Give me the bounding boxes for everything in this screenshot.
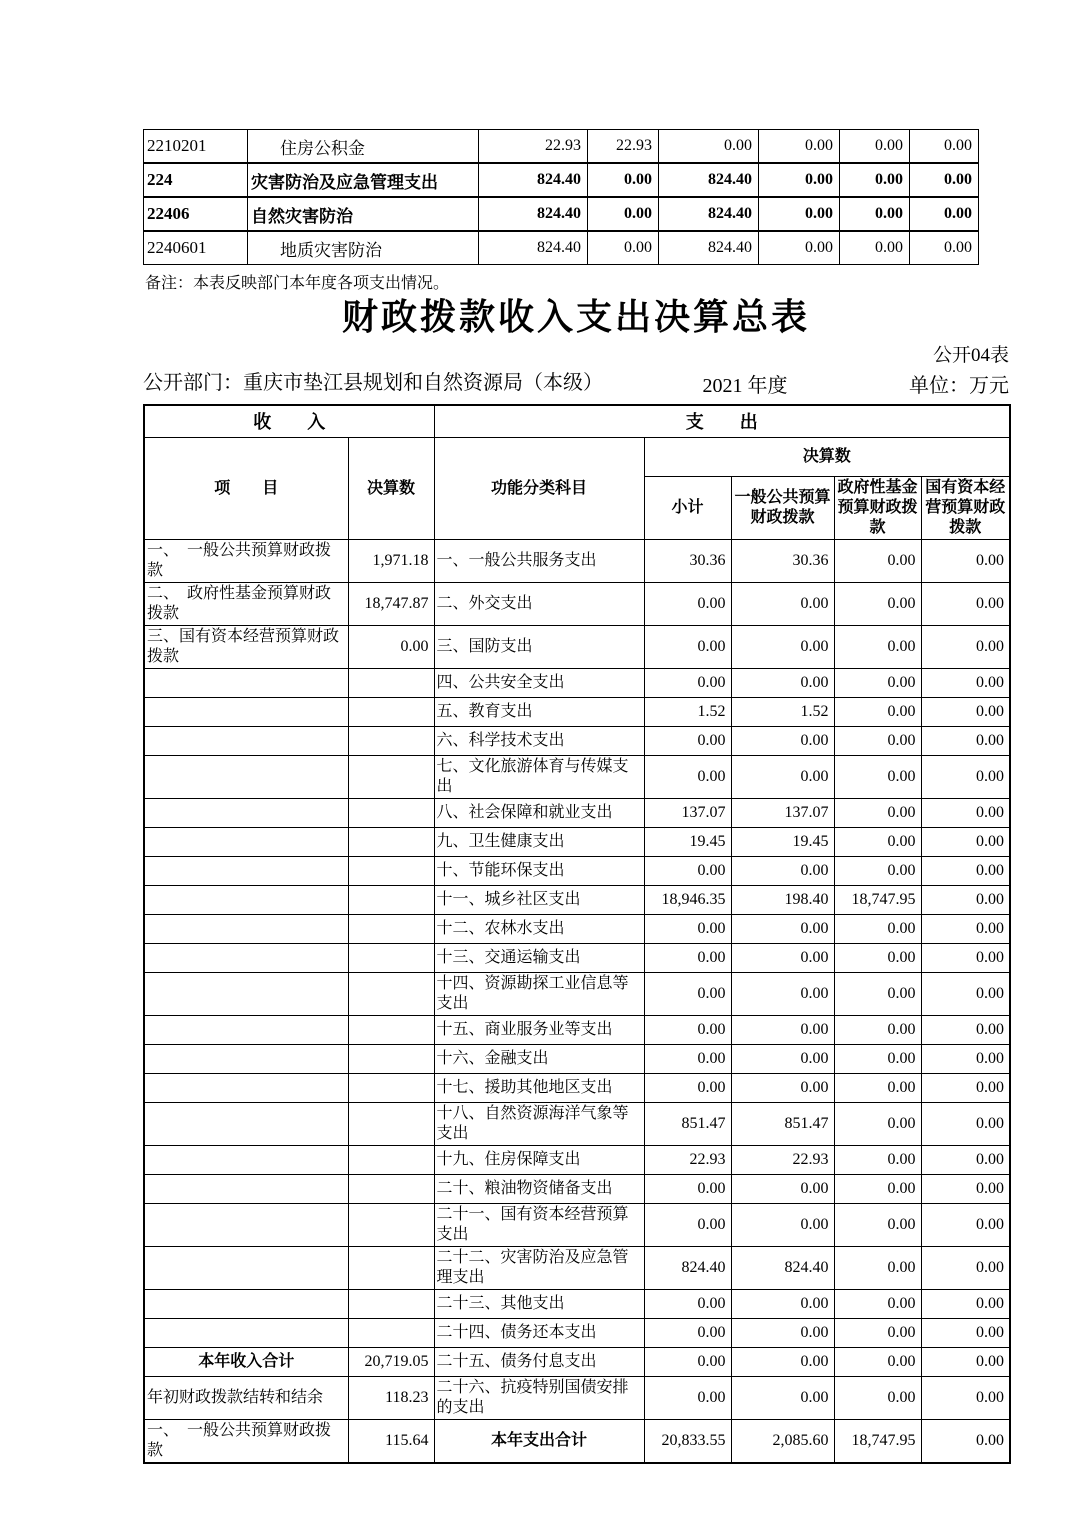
expenditure-amount-cell: 0.00: [644, 727, 731, 756]
expenditure-amount-cell: 0.00: [834, 1348, 921, 1377]
expenditure-amount-cell: 0.00: [921, 669, 1010, 698]
income-item-cell: [144, 1247, 348, 1290]
income-section-header: 收 入: [144, 405, 434, 438]
income-item-cell: [144, 727, 348, 756]
expenditure-amount-cell: 0.00: [834, 626, 921, 669]
fiscal-year-label: 2021 年度: [702, 374, 788, 397]
income-item-cell: [144, 1290, 348, 1319]
amount-cell: 0.00: [759, 231, 840, 265]
expenditure-item-cell: 十一、城乡社区支出: [434, 886, 644, 915]
general-budget-column-header: 一般公共预算财政拨款: [731, 477, 834, 540]
budget-table-row: [144, 1045, 1010, 1074]
expenditure-amount-cell: 0.00: [921, 1016, 1010, 1045]
expenditure-amount-cell: 0.00: [921, 1175, 1010, 1204]
expenditure-section-header: 支 出: [434, 405, 1010, 438]
expenditure-amount-cell: 0.00: [834, 583, 921, 626]
budget-table-row: [144, 727, 1010, 756]
expenditure-amount-cell: 824.40: [644, 1247, 731, 1290]
budget-table-body: [144, 540, 1010, 1464]
expenditure-amount-cell: 0.00: [644, 944, 731, 973]
income-amount-cell: 18,747.87: [348, 583, 434, 626]
amount-cell: 0.00: [910, 231, 979, 265]
income-item-cell: [144, 1204, 348, 1247]
amount-cell: 0.00: [759, 130, 840, 164]
expenditure-amount-cell: 0.00: [921, 886, 1010, 915]
subject-name-cell: 自然灾害防治: [248, 197, 479, 231]
budget-table-row: [144, 799, 1010, 828]
income-amount-cell: [348, 1319, 434, 1348]
income-item-cell: 一、 一般公共预算财政拨款: [144, 1420, 348, 1464]
income-item-cell: [144, 857, 348, 886]
expenditure-amount-cell: 0.00: [731, 583, 834, 626]
expenditure-amount-cell: 0.00: [921, 1290, 1010, 1319]
expenditure-item-cell: 五、教育支出: [434, 698, 644, 727]
expenditure-amount-cell: 0.00: [921, 1348, 1010, 1377]
expenditure-amount-cell: 0.00: [731, 1016, 834, 1045]
expenditure-amount-cell: 22.93: [644, 1146, 731, 1175]
expenditure-item-cell: 二十二、灾害防治及应急管理支出: [434, 1247, 644, 1290]
expenditure-amount-cell: 0.00: [644, 1175, 731, 1204]
budget-table-row: [144, 1420, 1010, 1464]
amount-cell: 824.40: [659, 231, 759, 265]
expenditure-amount-cell: 0.00: [731, 973, 834, 1016]
income-item-cell: [144, 1045, 348, 1074]
income-amount-cell: [348, 886, 434, 915]
budget-table-row: [144, 944, 1010, 973]
expenditure-amount-cell: 0.00: [921, 1319, 1010, 1348]
income-amount-cell: [348, 973, 434, 1016]
income-item-cell: [144, 1175, 348, 1204]
expenditure-amount-cell: 0.00: [834, 915, 921, 944]
item-column-header: 项 目: [144, 438, 348, 540]
expenditure-amount-cell: 0.00: [834, 698, 921, 727]
expenditure-amount-cell: 0.00: [921, 1377, 1010, 1420]
expenditure-amount-cell: 0.00: [644, 973, 731, 1016]
expenditure-amount-cell: 0.00: [834, 1016, 921, 1045]
expenditure-amount-cell: 0.00: [834, 1247, 921, 1290]
amount-cell: 824.40: [659, 197, 759, 231]
expenditure-amount-cell: 0.00: [834, 944, 921, 973]
amount-cell: 0.00: [659, 130, 759, 164]
expenditure-amount-cell: 22.93: [731, 1146, 834, 1175]
amount-cell: 0.00: [840, 197, 910, 231]
expenditure-amount-cell: 0.00: [834, 1074, 921, 1103]
expenditure-amount-cell: 0.00: [644, 1204, 731, 1247]
expenditure-amount-cell: 851.47: [644, 1103, 731, 1146]
expenditure-amount-cell: 0.00: [731, 727, 834, 756]
income-amount-cell: [348, 857, 434, 886]
expenditure-amount-cell: 198.40: [731, 886, 834, 915]
expenditure-amount-cell: 0.00: [834, 828, 921, 857]
income-item-cell: [144, 1016, 348, 1045]
meta-row: [143, 368, 1009, 398]
expenditure-amount-cell: 0.00: [834, 857, 921, 886]
expenditure-item-cell: 十四、资源勘探工业信息等支出: [434, 973, 644, 1016]
income-item-cell: [144, 944, 348, 973]
income-item-cell: [144, 799, 348, 828]
income-amount-cell: [348, 669, 434, 698]
income-item-cell: [144, 1074, 348, 1103]
department-label: 公开部门：重庆市垫江县规划和自然资源局（本级）: [143, 372, 603, 394]
income-item-cell: [144, 1103, 348, 1146]
expenditure-item-cell: 二十五、债务付息支出: [434, 1348, 644, 1377]
income-item-cell: 一、 一般公共预算财政拨款: [144, 540, 348, 583]
expenditure-item-cell: 十八、自然资源海洋气象等支出: [434, 1103, 644, 1146]
expenditure-amount-cell: 0.00: [921, 698, 1010, 727]
income-item-cell: [144, 886, 348, 915]
expenditure-amount-cell: 0.00: [644, 1290, 731, 1319]
expenditure-amount-cell: 0.00: [921, 1045, 1010, 1074]
expenditure-item-cell: 本年支出合计: [434, 1420, 644, 1464]
expenditure-amount-cell: 0.00: [834, 1319, 921, 1348]
budget-table-row: [144, 1377, 1010, 1420]
budget-table-row: [144, 915, 1010, 944]
subject-code-cell: 2210201: [144, 130, 248, 164]
expenditure-amount-cell: 0.00: [731, 1045, 834, 1074]
state-capital-column-header: 国有资本经营预算财政拨款: [921, 477, 1010, 540]
amount-cell: 0.00: [588, 231, 659, 265]
summary-table-body: [144, 130, 979, 265]
expenditure-item-cell: 六、科学技术支出: [434, 727, 644, 756]
income-amount-cell: [348, 1016, 434, 1045]
income-amount-cell: [348, 727, 434, 756]
budget-table-row: [144, 1103, 1010, 1146]
summary-table-row: [144, 197, 979, 231]
budget-table-row: [144, 626, 1010, 669]
expenditure-item-cell: 一、一般公共服务支出: [434, 540, 644, 583]
expenditure-amount-cell: 0.00: [731, 1290, 834, 1319]
amount-cell: 0.00: [759, 163, 840, 197]
page-content: [143, 129, 1009, 1464]
expenditure-item-cell: 二十六、抗疫特别国债安排的支出: [434, 1377, 644, 1420]
expenditure-amount-cell: 0.00: [834, 799, 921, 828]
expenditure-amount-cell: 851.47: [731, 1103, 834, 1146]
expenditure-item-cell: 十二、农林水支出: [434, 915, 644, 944]
amount-cell: 0.00: [759, 197, 840, 231]
income-item-cell: [144, 915, 348, 944]
income-amount-cell: 0.00: [348, 626, 434, 669]
expenditure-amount-cell: 0.00: [644, 669, 731, 698]
unit-label: 单位：万元: [909, 374, 1009, 397]
expenditure-amount-cell: 0.00: [834, 1290, 921, 1319]
summary-table-row: [144, 231, 979, 265]
income-item-cell: [144, 828, 348, 857]
amount-cell: 0.00: [910, 163, 979, 197]
expenditure-item-cell: 十五、商业服务业等支出: [434, 1016, 644, 1045]
expenditure-amount-cell: 0.00: [834, 1146, 921, 1175]
expenditure-amount-cell: 0.00: [921, 756, 1010, 799]
expenditure-amount-cell: 137.07: [644, 799, 731, 828]
income-amount-cell: [348, 799, 434, 828]
budget-table-row: [144, 1204, 1010, 1247]
budget-table-row: [144, 583, 1010, 626]
expenditure-amount-cell: 0.00: [834, 1204, 921, 1247]
expenditure-amount-cell: 0.00: [644, 583, 731, 626]
income-item-cell: [144, 1146, 348, 1175]
expenditure-amount-cell: 0.00: [921, 583, 1010, 626]
amount-cell: 824.40: [659, 163, 759, 197]
income-amount-cell: [348, 1204, 434, 1247]
budget-table-row: [144, 540, 1010, 583]
income-item-cell: 本年收入合计: [144, 1348, 348, 1377]
income-amount-cell: [348, 1103, 434, 1146]
expenditure-amount-cell: 0.00: [731, 1175, 834, 1204]
amount-cell: 0.00: [840, 231, 910, 265]
expenditure-amount-cell: 824.40: [731, 1247, 834, 1290]
budget-table-row: [144, 1146, 1010, 1175]
expenditure-item-cell: 三、国防支出: [434, 626, 644, 669]
remark-note: 备注：本表反映部门本年度各项支出情况。: [145, 275, 450, 292]
income-item-cell: [144, 1319, 348, 1348]
expenditure-amount-cell: 0.00: [834, 756, 921, 799]
summary-table-row: [144, 130, 979, 164]
expenditure-amount-cell: 0.00: [644, 1016, 731, 1045]
expenditure-amount-cell: 18,946.35: [644, 886, 731, 915]
subtotal-column-header: 小计: [644, 477, 731, 540]
gov-fund-column-header: 政府性基金预算财政拨款: [834, 477, 921, 540]
expenditure-amount-cell: 30.36: [731, 540, 834, 583]
expenditure-amount-cell: 2,085.60: [731, 1420, 834, 1464]
expenditure-item-cell: 二十一、国有资本经营预算支出: [434, 1204, 644, 1247]
income-amount-cell: [348, 698, 434, 727]
expenditure-amount-cell: 0.00: [731, 1348, 834, 1377]
expenditure-amount-cell: 0.00: [731, 1204, 834, 1247]
expenditure-amount-cell: 0.00: [731, 1074, 834, 1103]
expenditure-amount-cell: 18,747.95: [834, 886, 921, 915]
budget-table-row: [144, 828, 1010, 857]
expenditure-amount-cell: 0.00: [834, 727, 921, 756]
budget-table-row: [144, 1319, 1010, 1348]
income-final-column-header: 决算数: [348, 438, 434, 540]
expenditure-amount-cell: 30.36: [644, 540, 731, 583]
income-amount-cell: [348, 1175, 434, 1204]
income-amount-cell: [348, 828, 434, 857]
expenditure-item-cell: 十七、援助其他地区支出: [434, 1074, 644, 1103]
expenditure-amount-cell: 0.00: [731, 669, 834, 698]
expenditure-amount-cell: 0.00: [834, 1045, 921, 1074]
income-item-cell: [144, 669, 348, 698]
expenditure-amount-cell: 0.00: [921, 857, 1010, 886]
income-amount-cell: 118.23: [348, 1377, 434, 1420]
economic-classification-table: [143, 129, 979, 265]
expenditure-amount-cell: 0.00: [921, 1247, 1010, 1290]
expenditure-item-cell: 二、外交支出: [434, 583, 644, 626]
expenditure-amount-cell: 0.00: [644, 857, 731, 886]
income-amount-cell: [348, 1290, 434, 1319]
expenditure-amount-cell: 0.00: [834, 1103, 921, 1146]
expenditure-item-cell: 四、公共安全支出: [434, 669, 644, 698]
expenditure-amount-cell: 20,833.55: [644, 1420, 731, 1464]
expenditure-amount-cell: 0.00: [644, 1377, 731, 1420]
expenditure-amount-cell: 0.00: [644, 915, 731, 944]
expenditure-item-cell: 十九、住房保障支出: [434, 1146, 644, 1175]
table-number: 公开04表: [932, 345, 1009, 366]
expenditure-amount-cell: 0.00: [731, 756, 834, 799]
expenditure-item-cell: 八、社会保障和就业支出: [434, 799, 644, 828]
expenditure-amount-cell: 0.00: [644, 1045, 731, 1074]
page-title: 财政拨款收入支出决算总表: [341, 296, 810, 337]
budget-table-row: [144, 1175, 1010, 1204]
expenditure-amount-cell: 0.00: [921, 828, 1010, 857]
income-item-cell: 二、 政府性基金预算财政拨款: [144, 583, 348, 626]
income-amount-cell: 115.64: [348, 1420, 434, 1464]
expenditure-amount-cell: 0.00: [644, 1319, 731, 1348]
expenditure-amount-cell: 0.00: [921, 1420, 1010, 1464]
expenditure-item-cell: 九、卫生健康支出: [434, 828, 644, 857]
expenditure-amount-cell: 0.00: [921, 1204, 1010, 1247]
summary-table-row: [144, 163, 979, 197]
income-amount-cell: [348, 1045, 434, 1074]
subject-name-cell: 地质灾害防治: [248, 231, 479, 265]
expenditure-amount-cell: 0.00: [834, 540, 921, 583]
budget-summary-table: [143, 404, 1011, 1464]
income-item-cell: 年初财政拨款结转和结余: [144, 1377, 348, 1420]
expenditure-amount-cell: 0.00: [731, 626, 834, 669]
expenditure-amount-cell: 18,747.95: [834, 1420, 921, 1464]
expenditure-item-cell: 十、节能环保支出: [434, 857, 644, 886]
expenditure-item-cell: 十三、交通运输支出: [434, 944, 644, 973]
income-amount-cell: [348, 1146, 434, 1175]
expenditure-amount-cell: 0.00: [834, 669, 921, 698]
expenditure-item-cell: 二十、粮油物资储备支出: [434, 1175, 644, 1204]
budget-table-row: [144, 886, 1010, 915]
budget-table-row: [144, 756, 1010, 799]
expenditure-amount-cell: 0.00: [921, 944, 1010, 973]
budget-table-row: [144, 1290, 1010, 1319]
subject-code-cell: 224: [144, 163, 248, 197]
expenditure-amount-cell: 0.00: [834, 1175, 921, 1204]
expenditure-amount-cell: 0.00: [644, 626, 731, 669]
expenditure-amount-cell: 0.00: [731, 857, 834, 886]
expenditure-item-cell: 七、文化旅游体育与传媒支出: [434, 756, 644, 799]
income-amount-cell: [348, 1074, 434, 1103]
amount-cell: 0.00: [588, 197, 659, 231]
expenditure-amount-cell: 0.00: [921, 799, 1010, 828]
expenditure-amount-cell: 0.00: [834, 1377, 921, 1420]
subject-code-cell: 22406: [144, 197, 248, 231]
income-item-cell: [144, 756, 348, 799]
amount-cell: 0.00: [910, 197, 979, 231]
budget-table-row: [144, 669, 1010, 698]
expenditure-amount-cell: 19.45: [731, 828, 834, 857]
income-amount-cell: [348, 944, 434, 973]
income-item-cell: [144, 698, 348, 727]
function-subject-column-header: 功能分类科目: [434, 438, 644, 540]
expenditure-amount-cell: 0.00: [921, 727, 1010, 756]
expenditure-amount-cell: 19.45: [644, 828, 731, 857]
income-amount-cell: [348, 915, 434, 944]
expenditure-amount-cell: 1.52: [644, 698, 731, 727]
budget-table-row: [144, 1348, 1010, 1377]
expenditure-amount-cell: 0.00: [921, 1103, 1010, 1146]
expenditure-amount-cell: 0.00: [731, 915, 834, 944]
expenditure-amount-cell: 1.52: [731, 698, 834, 727]
expenditure-amount-cell: 0.00: [644, 1348, 731, 1377]
expenditure-amount-cell: 0.00: [921, 1074, 1010, 1103]
subject-name-cell: 住房公积金: [248, 130, 479, 164]
budget-table-row: [144, 698, 1010, 727]
subject-code-cell: 2240601: [144, 231, 248, 265]
amount-cell: 22.93: [588, 130, 659, 164]
expenditure-amount-cell: 0.00: [921, 1146, 1010, 1175]
expenditure-amount-cell: 137.07: [731, 799, 834, 828]
budget-table-row: [144, 1247, 1010, 1290]
expenditure-amount-cell: 0.00: [921, 540, 1010, 583]
budget-table-row: [144, 973, 1010, 1016]
expenditure-item-cell: 十六、金融支出: [434, 1045, 644, 1074]
amount-cell: 0.00: [910, 130, 979, 164]
income-amount-cell: 20,719.05: [348, 1348, 434, 1377]
expenditure-amount-cell: 0.00: [644, 1074, 731, 1103]
amount-cell: 824.40: [479, 197, 588, 231]
expenditure-amount-cell: 0.00: [921, 626, 1010, 669]
budget-table-row: [144, 857, 1010, 886]
expenditure-amount-cell: 0.00: [731, 1319, 834, 1348]
budget-table-row: [144, 1016, 1010, 1045]
expenditure-amount-cell: 0.00: [731, 1377, 834, 1420]
subject-name-cell: 灾害防治及应急管理支出: [248, 163, 479, 197]
amount-cell: 0.00: [840, 130, 910, 164]
income-item-cell: 三、国有资本经营预算财政拨款: [144, 626, 348, 669]
amount-cell: 824.40: [479, 231, 588, 265]
amount-cell: 824.40: [479, 163, 588, 197]
expenditure-amount-cell: 0.00: [921, 973, 1010, 1016]
amount-cell: 22.93: [479, 130, 588, 164]
expenditure-final-group-header: 决算数: [644, 438, 1010, 477]
expenditure-amount-cell: 0.00: [644, 756, 731, 799]
expenditure-amount-cell: 0.00: [731, 944, 834, 973]
income-amount-cell: [348, 1247, 434, 1290]
budget-table-row: [144, 1074, 1010, 1103]
amount-cell: 0.00: [840, 163, 910, 197]
expenditure-item-cell: 二十三、其他支出: [434, 1290, 644, 1319]
amount-cell: 0.00: [588, 163, 659, 197]
budget-table-header: [144, 405, 1010, 540]
expenditure-item-cell: 二十四、债务还本支出: [434, 1319, 644, 1348]
income-item-cell: [144, 973, 348, 1016]
income-amount-cell: [348, 756, 434, 799]
expenditure-amount-cell: 0.00: [834, 973, 921, 1016]
income-amount-cell: 1,971.18: [348, 540, 434, 583]
expenditure-amount-cell: 0.00: [921, 915, 1010, 944]
